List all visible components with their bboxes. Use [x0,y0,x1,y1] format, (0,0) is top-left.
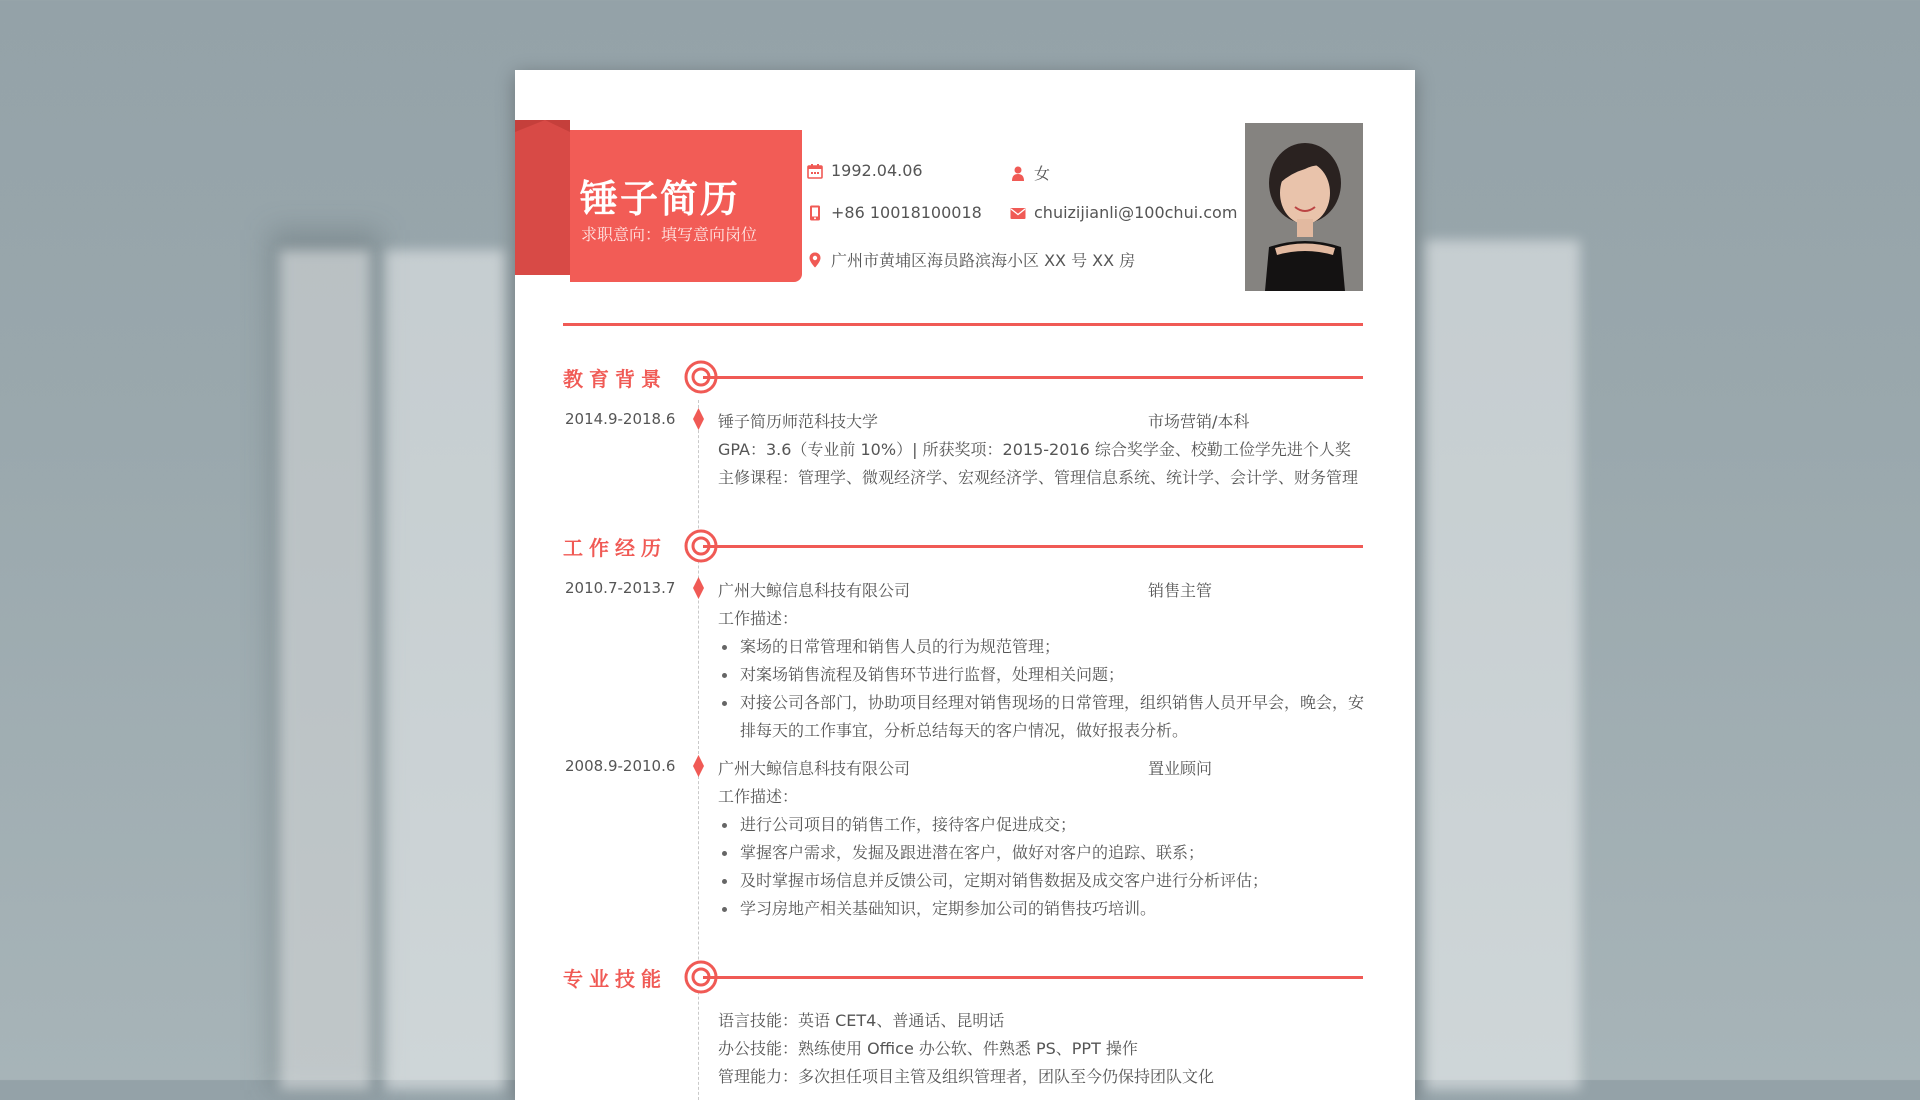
job-position: 置业顾问 [1148,759,1213,778]
background-panel-right [1425,240,1580,1090]
phone-info [807,203,982,222]
job-item: 学习房地产相关基础知识，定期参加公司的销售技巧培训。 [740,899,1157,918]
address-info [807,248,1135,271]
job-item: 案场的日常管理和销售人员的行为规范管理； [740,637,1061,656]
bullet-dot [722,645,727,650]
phone-icon [807,205,823,221]
section-title-work: 工作经历 [563,536,667,560]
section-line-work [703,545,1363,548]
background-panel-left-2 [385,250,505,1090]
job-item: 及时掌握市场信息并反馈公司，定期对销售数据及成交客户进行分析评估； [740,871,1269,890]
edu-school: 锤子简历师范科技大学 [718,412,879,431]
section-title-skills: 专业技能 [563,967,667,991]
timeline-line [698,400,699,1100]
section-title-education: 教育背景 [563,367,667,391]
job-position: 销售主管 [1148,581,1213,600]
skill-line: 语言技能：英语 CET4、普通话、昆明话 [718,1011,1005,1030]
bullet-dot [722,907,727,912]
ribbon-fold-highlight [515,120,570,275]
email-info [1010,203,1237,222]
person-icon [1010,165,1026,181]
job-date: 2008.9-2010.6 [565,757,676,775]
bullet-dot [722,673,727,678]
bullet-dot [722,823,727,828]
job-date: 2010.7-2013.7 [565,579,676,597]
job-company: 广州大鲸信息科技有限公司 [718,759,911,778]
edu-major: 市场营销/本科 [1148,412,1250,431]
diamond-icon [693,408,704,430]
email-text: chuizijianli@100chui.com [1034,203,1238,222]
edu-gpa: GPA：3.6（专业前 10%）| 所获奖项：2015-2016 综合奖学金、校勤工俭学先进个人奖 [718,440,1351,459]
bullet-dot [722,879,727,884]
location-pin-icon [807,252,823,268]
edu-courses: 主修课程：管理学、微观经济学、宏观经济学、管理信息系统、统计学、会计学、财务管理 [718,468,1359,487]
resume-name: 锤子简历 [580,177,741,221]
section-line-skills [703,976,1363,979]
gender-info [1010,161,1050,184]
job-company: 广州大鲸信息科技有限公司 [718,581,911,600]
birth-text: 1992.04.06 [831,161,923,180]
job-item: 进行公司项目的销售工作，接待客户促进成交； [740,815,1077,834]
diamond-icon [693,577,704,599]
address-text: 广州市黄埔区海员路滨海小区 XX 号 XX 房 [831,251,1136,270]
skill-line: 办公技能：熟练使用 Office 办公软、件熟悉 PS、PPT 操作 [718,1039,1138,1058]
skill-line: 管理能力：多次担任项目主管及组织管理者，团队至今仍保持团队文化 [718,1067,1215,1086]
resume-sheet [515,70,1415,1100]
bullet-dot [722,851,727,856]
diamond-icon [693,755,704,777]
section-line-education [703,376,1363,379]
job-item: 对接公司各部门，协助项目经理对销售现场的日常管理，组织销售人员开早会，晚会，安 [740,693,1365,712]
bullet-dot [722,701,727,706]
job-item-continued: 排每天的工作事宜，分析总结每天的客户情况，做好报表分析。 [740,721,1189,740]
job-item: 掌握客户需求，发掘及跟进潜在客户，做好对客户的追踪、联系； [740,843,1205,862]
calendar-icon [807,163,823,179]
phone-text: +86 10018100018 [831,203,982,222]
header-divider [563,323,1363,326]
edu-date: 2014.9-2018.6 [565,410,676,428]
birth-info [807,161,923,180]
job-desc-label: 工作描述： [718,787,799,806]
gender-text: 女 [1034,164,1051,183]
mail-icon [1010,205,1026,221]
profile-photo [1245,123,1363,291]
job-item: 对案场销售流程及销售环节进行监督，处理相关问题； [740,665,1125,684]
background-panel-left [280,250,370,1090]
job-intent: 求职意向：填写意向岗位 [581,225,758,244]
job-desc-label: 工作描述： [718,609,799,628]
